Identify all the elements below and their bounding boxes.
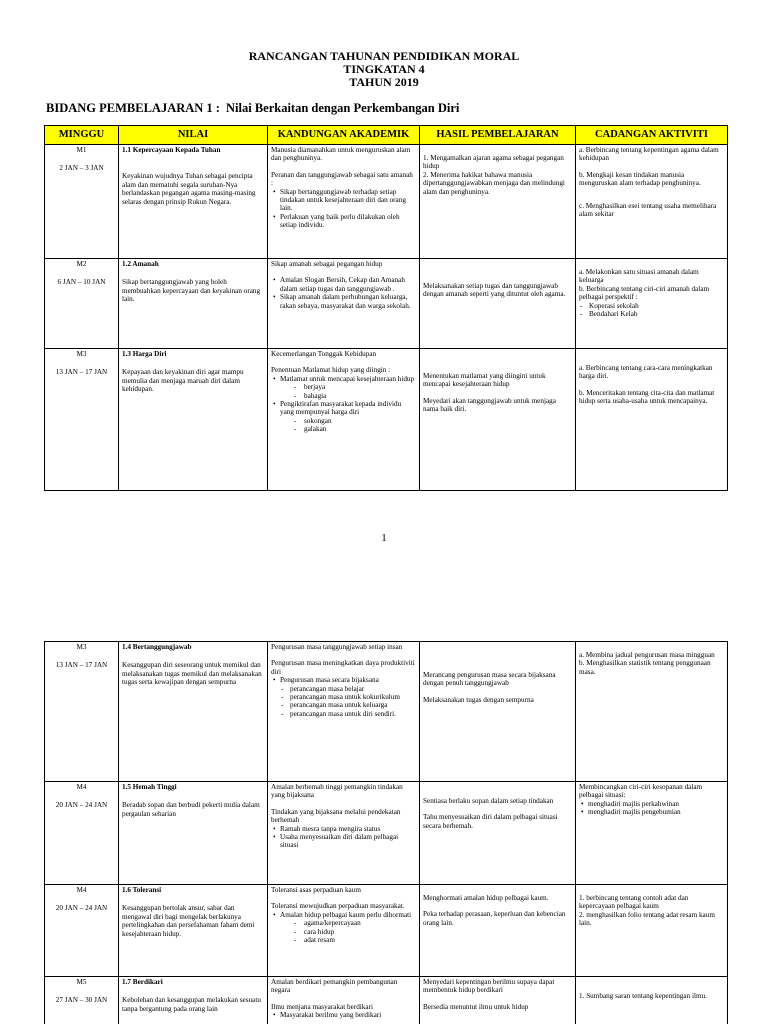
col-aktiviti: CADANGAN AKTIVITI [576, 126, 728, 145]
outcome-text: Menyedari kepentingan berilmu supaya dapat membentuk hidup berdikari [423, 978, 555, 995]
outcome-item: 2. Menerima hakikat bahawa manusia dipertanggungjawabkan menjaga dan melindungi alam dan penghuninya. [423, 170, 565, 196]
col-minggu: MINGGU [45, 126, 119, 145]
table-row [45, 259, 728, 349]
week-date: 27 JAN – 30 JAN [55, 996, 108, 1005]
learning-area-value: Nilai Berkaitan dengan Perkembangan Diri [226, 101, 460, 115]
content-bullet: • Amalan Slogan Bersih, Cekap dan Amanah dalam setiap tugas dan tanggungjawab . [271, 276, 416, 293]
learning-area [46, 101, 460, 116]
activity-item: a. Berbincang tentang cara-cara meningkatkan harga diri. [579, 364, 713, 381]
week-date: 20 JAN – 24 JAN [55, 904, 108, 913]
week-date: 13 JAN – 17 JAN [55, 368, 108, 377]
table-row [45, 782, 728, 885]
col-nilai: NILAI [119, 126, 268, 145]
content-text: Pengurusan masa meningkatkan daya produktiviti diri [271, 659, 415, 676]
plan-table-page-2 [44, 641, 728, 1024]
content-text: Kecemerlangan Tonggak Kehidupan [271, 350, 377, 358]
activity-item: b. Berbincang tentang ciri-ciri amanah dalam pelbagai perspektif : [579, 284, 710, 302]
doc-form: TINGKATAN 4 [343, 62, 425, 76]
week-date: 13 JAN – 17 JAN [55, 661, 108, 670]
content-bullet: • Sikap amanah dalam perhubungan keluarga, rakan sebaya, masyarakat dan warga sekolah. [271, 293, 416, 310]
activity-item: a. Melakonkan satu situasi amanah dalam keluarga [579, 268, 699, 285]
content-bullet: • Usaha menyesuaikan diri dalam pelbagai situasi [271, 833, 416, 850]
activity-item: c. Menghasilkan esei tentang usaha memelihara alam sekitar [579, 201, 717, 219]
week-date: 20 JAN – 24 JAN [55, 801, 108, 810]
outcome-text: Meyedari akan tanggungjawab untuk menjaga nama baik diri. [423, 396, 556, 414]
activity-bullet: • menghadiri majlis perkahwinan [579, 800, 724, 808]
value-title: 1.7 Berdikari [122, 978, 163, 986]
outcome-item: 1. Mengamalkan ajaran agama sebagai pegangan hidup [423, 154, 564, 171]
activity-item: b. Menghasilkan statistik tentang penggunaan masa. [579, 659, 711, 676]
content-text: Tindakan yang bijaksana melalui pendekatan berhemah [271, 807, 401, 825]
learning-area-label: BIDANG PEMBELAJARAN 1 : [46, 101, 220, 115]
value-title: 1.1 Kepercayaan Kepada Tuhan [122, 146, 221, 154]
outcome-text: Sentiasa berlaku sopan dalam setiap tindakan [423, 797, 554, 805]
plan-table-page-1 [44, 125, 728, 491]
value-desc: Kepayaan dan keyakinan diri agar mampu memulia dan menjaga maruah diri dalam kehidupan. [122, 368, 244, 394]
content-text: Pengurusan masa tanggungjawab setiap insan [271, 643, 403, 651]
value-desc: Kesanggupan diri seseorang untuk memikul dan melaksanakan tugas memikul dan melaksanakan tugas serta kewajipan dengan sempurna [122, 661, 262, 687]
activity-dash: - Koperasi sekolah [579, 302, 724, 310]
content-text: Amalan berdikari pemangkin pembangunan negara [271, 978, 398, 995]
doc-year: TAHUN 2019 [349, 75, 419, 89]
value-title: 1.4 Bertanggungjawab [122, 643, 192, 651]
activity-item: 1. berbincang tentang contoh adat dan kepercayaan pelbagai kaum [579, 894, 689, 911]
value-desc: Sikap bertanggungjawab yang boleh membuahkan kepercayaan dan keyakinan orang lain. [122, 278, 261, 304]
value-title: 1.5 Hemah Tinggi [122, 783, 177, 791]
content-text: Toleransi mewujudkan perpaduan masyarakat. [271, 902, 405, 911]
value-desc: Keyakinan wujudnya Tuhan sebagai pencipta alam dan mematuhi segala suruhan-Nya berlandaskan pegangan agama masing-masing selaras dengan prinsip Rukun Negara. [122, 172, 256, 206]
table-row [45, 349, 728, 491]
content-bullet: • Sikap bertanggungjawab terhadap setiap tindakan untuk kesejahteraan diri dan orang lain. [271, 188, 416, 213]
outcome-text: Bersedia menuntut ilmu untuk hidup [423, 1002, 529, 1011]
activity-item: 1. Sumbang saran tentang kepentingan ilmu. [579, 992, 707, 1000]
value-title: 1.3 Harga Diri [122, 350, 167, 358]
activity-item: b. Mengkaji kesan tindakan manusia menguruskan alam terhadap penghuninya. [579, 170, 701, 188]
table-header-row [45, 126, 728, 145]
table-row [45, 885, 728, 977]
content-text: Manusia diamanahkan untuk menguruskan alam dan penghuninya. [271, 146, 411, 163]
outcome-text: Melaksanakan setiap tugas dan tanggungjawab dengan amanah seperti yang dituntut oleh agama. [423, 282, 566, 299]
activity-item: a. Membina jadual pengurusan masa mingguan [579, 651, 715, 659]
outcome-text: Merancang pengurusan masa secara bijaksana dengan penuh tanggungjawab [423, 671, 556, 688]
activity-dash: - Bendahari Kelab [579, 310, 724, 318]
content-bullet: • Amalan hidup pelbagai kaum perlu dihormati - agama/kepercayaan - cara hidup - adat resam [271, 911, 416, 945]
week-code: M5 [76, 978, 87, 986]
col-hasil: HASIL PEMBELAJARAN [420, 126, 576, 145]
outcome-text: Menentukan matlamat yang diingini untuk mencapai kesejahteraan hidup [423, 372, 546, 389]
content-text: Penentuan Matlamat hidup yang diingin : [271, 366, 391, 375]
week-code: M3 [76, 350, 87, 358]
table-row [45, 145, 728, 259]
week-code: M2 [76, 260, 87, 268]
value-desc: Kesanggupan bertolak ansur, sabar dan mengawal diri bagi mengelak berlakunya pertelingkahan dan persefahaman faham demi kesejahteraan hidup. [122, 904, 255, 938]
outcome-text: Melaksanakan tugas dengan sempurna [423, 695, 534, 704]
value-title: 1.6 Toleransi [122, 886, 162, 894]
week-date: 2 JAN – 3 JAN [59, 164, 104, 173]
value-desc: Kebolehan dan kesanggupan melakukan sesuatu tanpa bergantung pada orang lain [122, 996, 261, 1013]
outcome-text: Tahu menyesuaikan diri dalam pelbagai situasi secara berhemah. [423, 813, 558, 830]
content-bullet: • Pengurusan masa secara bijaksana - perancangan masa belajar - perancangan masa untuk kokurikulum - perancangan masa untuk keluarga - perancangan masa untuk diri sendiri. [271, 676, 416, 718]
content-text: Peranan dan tanggungjawab sebagai satu amanah : [271, 170, 413, 188]
outcome-text: Menghormati amalan hidup pelbagai kaum. [423, 894, 549, 902]
content-bullet: • Masyarakat berilmu yang berdikari [271, 1011, 416, 1019]
value-title: 1.2 Amanah [122, 260, 159, 268]
content-text: Toleransi asas perpaduan kaum [271, 886, 361, 894]
activity-text: Membincangkan ciri-ciri kesopanan dalam pelbagai situasi: [579, 783, 703, 800]
week-code: M4 [76, 886, 87, 894]
outcome-text: Peka terhadap perasaan, keperluan dan kebencian orang lain. [423, 910, 566, 927]
activity-bullet: • menghadiri majlis pengebumian [579, 808, 724, 816]
content-text: Sikap amanah sebagai pegangan hidup [271, 260, 383, 268]
activity-item: b. Menceritakan tentang cita-cita dan matlamat hidup serta usaha-usaha untuk mencapainya. [579, 388, 715, 406]
activity-item: a. Berbincang tentang kepentingan agama dalam kehidupan [579, 146, 719, 163]
week-code: M4 [76, 783, 87, 791]
content-bullet: • Pengiktirafan masyarakat kepada individu yang mempunyai harga diri - sokongan - galakan [271, 400, 416, 434]
content-text: Ilmu menjana masyarakat berdikari [271, 1002, 373, 1011]
week-date: 6 JAN – 10 JAN [57, 278, 106, 287]
content-bullet: • Matlamat untuk mencapai kesejahteraan hidup - berjaya - bahagia [271, 375, 416, 400]
content-text: Amalan berhemah tinggi pemangkin tindakan yang bijaksana [271, 783, 403, 800]
page-number: 1 [381, 532, 387, 544]
table-row [45, 642, 728, 782]
value-desc: Beradab sopan dan berbudi pekerti mulia dalam pergaulan seharian [122, 801, 260, 818]
table-row [45, 977, 728, 1024]
content-bullet: • Perlakuan yang baik perlu dilakukan oleh setiap individu. [271, 213, 416, 230]
week-code: M3 [76, 643, 87, 651]
doc-title: RANCANGAN TAHUNAN PENDIDIKAN MORAL [248, 49, 520, 63]
week-code: M1 [76, 146, 87, 154]
col-kandungan: KANDUNGAN AKADEMIK [268, 126, 420, 145]
content-bullet: • Ramah mesra tanpa mengira status [271, 825, 416, 833]
activity-item: 2. menghasilkan folio tentang adat resam kaum lain. [579, 910, 715, 928]
